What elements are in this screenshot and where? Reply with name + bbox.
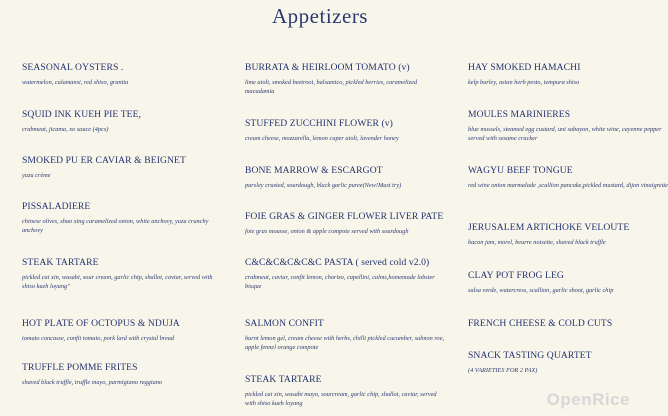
item-description: crabmeat, jicama, xo sauce (4pcs) [22, 126, 109, 133]
menu-item [468, 165, 668, 190]
item-description: parsley crusted, sourdough, black garlic puree(New!Must try) [245, 182, 402, 189]
item-name: FRENCH CHEESE & COLD CUTS [468, 318, 613, 329]
item-name: CLAY POT FROG LEG [468, 270, 564, 281]
item-name: SALMON CONFIT [245, 318, 324, 329]
item-description: pickled cai xin, wasabi mayo, sourcream, garlic chip, shallot, caviar, served with shiso kueh loyang [245, 391, 437, 407]
menu-item [245, 257, 445, 291]
item-name: SEASONAL OYSTERS . [22, 62, 124, 73]
item-name: STEAK TARTARE [22, 257, 99, 268]
menu-item [468, 62, 668, 87]
menu-item [22, 155, 222, 180]
item-description: salsa verde, watercress, scallion, garlic shoot, garlic chip [468, 287, 614, 294]
menu-item [22, 62, 222, 87]
menu-item [22, 201, 222, 235]
item-description: shaved black truffle, truffle mayo, parmigiano reggiano [22, 379, 163, 386]
item-description: chinese olives, shao xing caramelized onion, white anchovy, yuzu crunchy anchovy [22, 218, 209, 234]
item-name: WAGYU BEEF TONGUE [468, 165, 573, 176]
menu-item [468, 270, 668, 295]
menu-item [245, 211, 445, 236]
item-description: cream cheese, mozzarella, lemon caper aioli, lavender honey [245, 135, 399, 142]
item-name: TRUFFLE POMME FRITES [22, 362, 138, 373]
menu-item [245, 165, 445, 190]
item-name: SNACK TASTING QUARTET [468, 350, 592, 361]
item-name: BONE MARROW & ESCARGOT [245, 165, 383, 176]
menu-item [22, 109, 222, 134]
item-description: (4 VARIETIES FOR 2 PAX) [468, 367, 538, 374]
menu-item [22, 318, 222, 343]
menu-item [22, 257, 222, 291]
menu-item [245, 118, 445, 143]
item-name: HAY SMOKED HAMACHI [468, 62, 581, 73]
item-name: SQUID INK KUEH PIE TEE, [22, 109, 142, 120]
item-description: lime aioli, smoked beetroot, balsamico, pickled berries, caramelized macadamia [245, 79, 418, 95]
item-name: PISSALADIERE [22, 201, 91, 212]
menu-title: Appetizers [272, 4, 368, 28]
menu-item [245, 374, 445, 408]
item-name: STUFFED ZUCCHINI FLOWER (v) [245, 118, 393, 129]
item-description: pickled cai xin, wasabi, sour cream, garlic chip, shallot, caviar, served with shiso kueh loyang" [22, 274, 213, 290]
item-name: BURRATA & HEIRLOOM TOMATO (v) [245, 62, 410, 73]
menu-item [22, 362, 222, 387]
item-name: C&C&C&C&C&C PASTA ( served cold v2.0) [245, 257, 430, 268]
item-name: JERUSALEM ARTICHOKE VELOUTE [468, 222, 630, 233]
item-name: FOIE GRAS & GINGER FLOWER LIVER PATE [245, 211, 444, 222]
menu-item [468, 109, 668, 143]
menu-item [468, 318, 668, 330]
item-description: crabmeat, caviar, confit lemon, chorizo, capellini, calms,homemade lobster bisque [245, 274, 435, 290]
menu-item [468, 350, 668, 375]
item-name: HOT PLATE OF OCTOPUS & NDUJA [22, 318, 180, 329]
item-name: STEAK TARTARE [245, 374, 322, 385]
menu-item [468, 222, 668, 247]
item-description: blue mussels, steamed egg custard, uni sabayon, white wine, cayenne pepper served with sesame cracker [468, 126, 662, 142]
item-description: red wine onion marmalade ,scallion pancake,pickled mustard, dijon vinaigrette [468, 182, 668, 189]
openrice-watermark [547, 390, 630, 410]
item-description: foie gras mousse, onion & apple compote served with sourdough [245, 228, 409, 235]
menu-item [245, 318, 445, 352]
item-description: burnt lemon gel, cream cheese with herbs, chilli pickled cucumber, salmon roe, apple fennel orange compote [245, 335, 445, 351]
item-description: watermelon, calamansi, red shiso, granita [22, 79, 129, 86]
item-description: kelp barley, asian herb pesto, tempura shiso [468, 79, 580, 86]
item-description: yuzu crème [22, 172, 51, 179]
item-description: bacon jam, morel, beurre noisette, shaved black truffle [468, 239, 606, 246]
item-name: SMOKED PU ER CAVIAR & BEIGNET [22, 155, 186, 166]
item-description: tomato concasse, confit tomato, pork lard with crystal bread [22, 335, 175, 342]
item-name: MOULES MARINIERES [468, 109, 571, 120]
watermark-text: OpenRice [546, 390, 630, 409]
menu-item [245, 62, 445, 96]
